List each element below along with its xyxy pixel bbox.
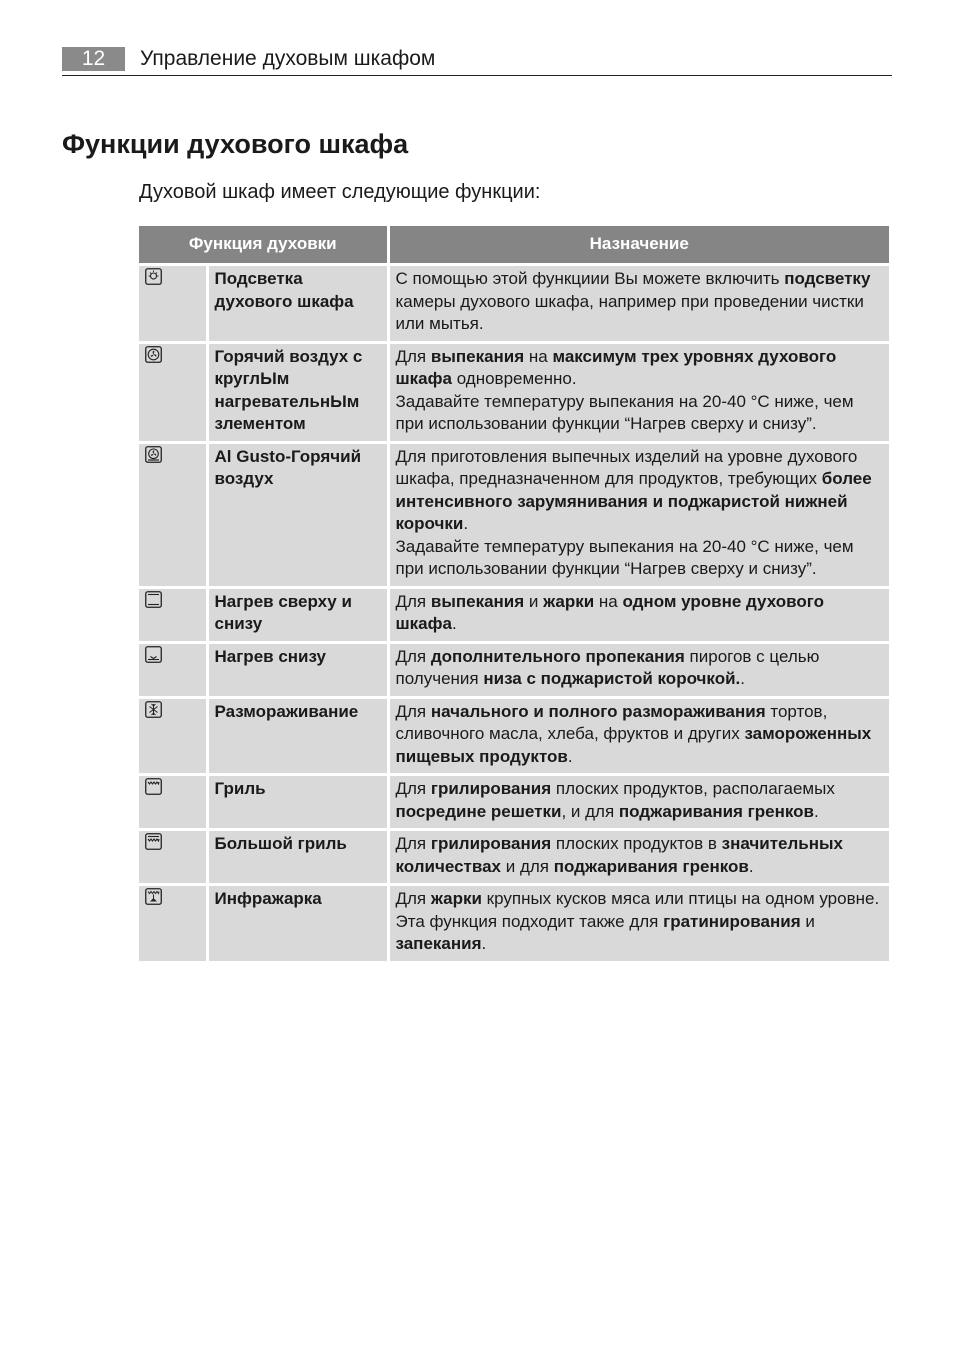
purpose-text: .	[451, 614, 457, 633]
intro-text: Духовой шкаф имеет следующие функции:	[139, 181, 541, 203]
function-icon-cell	[139, 265, 207, 343]
function-purpose	[388, 265, 889, 343]
function-name: Нагрев сверху и снизу	[207, 587, 388, 642]
purpose-text: .	[463, 514, 469, 533]
purpose-text: тортов, сливочного масла, хлеба, фруктов и других	[395, 701, 828, 743]
table-row	[139, 587, 889, 642]
table-row	[139, 442, 889, 587]
function-icon-cell	[139, 442, 207, 587]
purpose-text: плоских продуктов, располагаемых	[551, 779, 835, 798]
table-row	[139, 775, 889, 830]
purpose-text: Для	[395, 591, 431, 611]
purpose-text: Для приготовления выпечных изделий на уровне духового шкафа, предназначенном для продуктов, требующих	[395, 446, 858, 488]
purpose-text: и	[524, 591, 544, 611]
infra-roast-icon	[145, 888, 162, 905]
purpose-emphasis: замороженных пищевых продуктов	[395, 724, 872, 766]
purpose-text: Для	[395, 346, 431, 366]
page-header	[62, 46, 892, 76]
function-icon-cell	[139, 885, 207, 963]
function-purpose	[388, 697, 889, 775]
purpose-emphasis: низа с поджаристой корочкой.	[483, 669, 741, 688]
function-purpose	[388, 342, 889, 442]
purpose-text: и	[800, 911, 815, 931]
purpose-emphasis: посредине решетки	[395, 801, 562, 821]
purpose-emphasis: жарки	[430, 889, 482, 908]
purpose-text: и для	[501, 856, 554, 876]
table-header-row	[139, 226, 889, 265]
function-name: Гриль	[207, 775, 388, 830]
purpose-emphasis: значительных количествах	[395, 834, 843, 876]
purpose-text: на	[524, 346, 553, 366]
purpose-emphasis: выпекания	[430, 346, 525, 366]
purpose-text: .	[814, 801, 819, 821]
function-name: Размораживание	[207, 697, 388, 775]
purpose-emphasis: грилирования	[430, 834, 552, 853]
fan-bottom-icon	[145, 446, 162, 463]
function-purpose	[388, 775, 889, 830]
purpose-text: Задавайте температуру выпекания на 20-40 °С ниже, чем при использовании функции “Нагрев сверху и снизу”.	[395, 536, 854, 578]
page-number: 12	[62, 47, 125, 71]
defrost-icon	[145, 701, 162, 718]
table-row	[139, 697, 889, 775]
column-header-purpose: Назначение	[388, 226, 889, 265]
purpose-emphasis: дополнительного пропекания	[430, 646, 685, 666]
lamp-icon	[145, 268, 162, 285]
purpose-emphasis: подсветку	[784, 269, 871, 288]
purpose-emphasis: выпекания	[430, 591, 525, 611]
purpose-text: С помощью этой функциии Вы можете включить	[395, 269, 785, 288]
grill-icon	[145, 778, 162, 795]
table-row	[139, 342, 889, 442]
column-header-function: Функция духовки	[139, 226, 388, 265]
purpose-text: Эта функция подходит также для	[395, 911, 664, 931]
purpose-text: Для	[395, 834, 431, 853]
bottom-heat-icon	[145, 646, 162, 663]
function-purpose	[388, 587, 889, 642]
purpose-text: .	[567, 746, 573, 766]
purpose-text: крупных кусков мяса или птицы на одном уровне.	[481, 889, 880, 908]
function-name: Большой гриль	[207, 830, 388, 885]
table-row	[139, 885, 889, 963]
function-icon-cell	[139, 587, 207, 642]
function-name: Инфражарка	[207, 885, 388, 963]
large-grill-icon	[145, 833, 162, 850]
purpose-emphasis: поджаривания гренков	[618, 801, 814, 821]
section-title: Управление духовым шкафом	[140, 47, 436, 70]
purpose-text: .	[748, 856, 754, 876]
purpose-text: , и для	[561, 801, 619, 821]
purpose-text: Для	[395, 779, 431, 798]
function-purpose	[388, 642, 889, 697]
function-purpose	[388, 885, 889, 963]
fan-ring-icon	[145, 346, 162, 363]
function-icon-cell	[139, 342, 207, 442]
purpose-text: .	[740, 669, 745, 688]
function-name: Подсветка духового шкафа	[207, 265, 388, 343]
table-row	[139, 830, 889, 885]
purpose-emphasis: начального и полного размораживания	[430, 701, 766, 721]
purpose-emphasis: грилирования	[430, 779, 552, 798]
purpose-text: камеры духового шкафа, например при проведении чистки или мытья.	[395, 291, 864, 333]
function-name: Нагрев снизу	[207, 642, 388, 697]
function-name: Al Gusto-Горячий воздух	[207, 442, 388, 587]
table-row	[139, 265, 889, 343]
purpose-text: Для	[395, 646, 431, 666]
purpose-text: .	[481, 934, 487, 953]
purpose-emphasis: жарки	[543, 591, 595, 611]
purpose-text: Для	[395, 701, 431, 721]
purpose-emphasis: максимум трех уровнях духового шкафа	[395, 346, 837, 388]
purpose-emphasis: одном уровне духового шкафа	[395, 591, 824, 633]
function-icon-cell	[139, 642, 207, 697]
purpose-text: Для	[395, 889, 431, 908]
function-icon-cell	[139, 775, 207, 830]
function-purpose	[388, 830, 889, 885]
purpose-emphasis: более интенсивного зарумянивания и поджаристой нижней корочки	[395, 469, 872, 533]
function-name: Горячий воздух с круглЫм нагревательнЫм злементом	[207, 342, 388, 442]
purpose-emphasis: запекания	[395, 934, 482, 953]
function-icon-cell	[139, 830, 207, 885]
table-row	[139, 642, 889, 697]
purpose-text: на	[594, 591, 623, 611]
purpose-emphasis: поджаривания гренков	[553, 856, 749, 876]
top-bottom-heat-icon	[145, 591, 162, 608]
function-icon-cell	[139, 697, 207, 775]
purpose-text: плоских продуктов в	[551, 834, 722, 853]
oven-functions-table	[139, 226, 889, 964]
page-title: Функции духового шкафа	[62, 129, 409, 159]
function-purpose	[388, 442, 889, 587]
purpose-text: пирогов с целью получения	[395, 646, 820, 688]
purpose-text: одновременно.	[451, 369, 577, 388]
purpose-emphasis: гратинирования	[663, 911, 801, 931]
purpose-text: Задавайте температуру выпекания на 20-40 °С ниже, чем при использовании функции “Нагрев сверху и снизу”.	[395, 391, 854, 433]
